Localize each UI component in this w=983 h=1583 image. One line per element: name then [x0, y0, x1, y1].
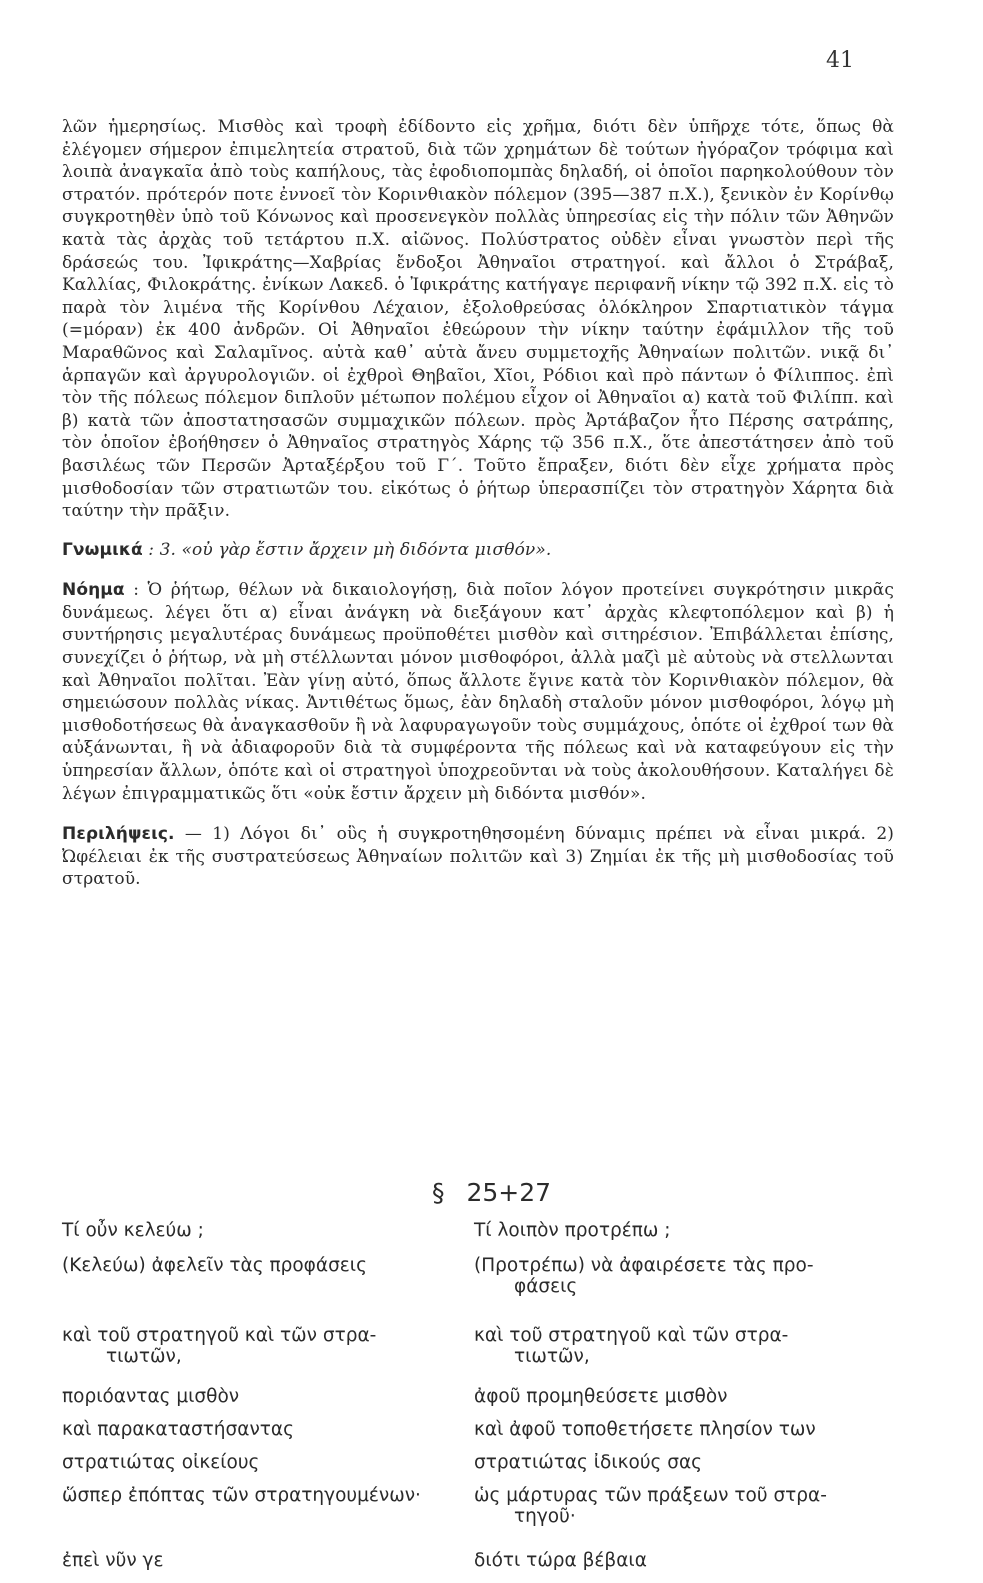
original-text: ἐπεὶ νῦν γε: [62, 1550, 164, 1571]
translated-text: στρατιώτας ἰδικούς σας: [474, 1452, 703, 1473]
section-title: [0, 1178, 983, 1207]
gnomika-text: : 3. «οὐ γὰρ ἔστιν ἄρχειν μὴ διδόντα μισθόν».: [148, 539, 552, 560]
commentary-body: [62, 116, 894, 891]
translated-text: [474, 1325, 902, 1386]
gnomika-heading: Γνωμικά: [62, 539, 143, 560]
translated-line: (Προτρέπω) νὰ ἀφαιρέσετε τὰς προ-: [474, 1255, 814, 1276]
commentary-paragraph: λῶν ἡμερησίως. Μισθὸς καὶ τροφὴ ἐδίδοντο εἰς χρῆμα, διότι δὲν ὑπῆρχε τότε, ὅπως θὰ ἐλέγομεν σήμερον ἐπιμελητεία στρατοῦ, διὰ τῶν χρημάτων δὲ τούτων ἠγόραζον τρόφιμα καὶ λοιπὰ ἀναγκαῖα ἀπὸ τοὺς καπήλους, τὰς ἐφοδιοπομπὰς δηλαδή, οἱ ὁποῖοι παρηκολούθουν τὸν στρατόν. πρότερόν ποτε ἐννοεῖ τὸν Κορινθιακὸν πόλεμον (395—387 π.Χ.), ξενικὸν ἐν Κορίνθῳ συγκροτηθὲν ὑπὸ τοῦ Κόνωνος καὶ προσενεγκὸν πολλὰς ὑπηρεσίας εἰς τὴν πόλιν τῶν Ἀθηνῶν κατὰ τὰς ἀρχὰς τοῦ τετάρτου π.Χ. αἰῶνος. Πολύστρατος οὐδὲν εἶναι γνωστὸν περὶ τῆς δράσεώς του. Ἰφικράτης—Χαβρίας ἔνδοξοι Ἀθηναῖοι στρατηγοί. καὶ ἄλλοι ὁ Στράβαξ, Καλλίας, Φιλοκράτης. ἐνίκων Λακεδ. ὁ Ἰφικράτης κατήγαγε περιφανῆ νίκην τῷ 392 π.Χ. εἰς τὸ παρὰ τὸν λιμένα τῆς Κορίνθου Λέχαιον, ἐξολοθρεύσας ὁλόκληρον Σπαρτιατικὸν τάγμα (=μόραν) ἐκ 400 ἀνδρῶν. Οἱ Ἀθηναῖοι ἐθεώρουν τὴν νίκην ταύτην ἐφάμιλλον τῆς τοῦ Μαραθῶνος καὶ Σαλαμῖνος. αὐτὰ καθ᾿ αὑτὰ ἄνευ συμμετοχῆς Ἀθηναίων πολιτῶν. νικᾷ δι᾿ ἁρπαγῶν καὶ ἀργυρολογιῶν. οἱ ἐχθροὶ Θηβαῖοι, Χῖοι, Ρόδιοι καὶ πρὸ πάντων ὁ Φίλιππος. ἐπὶ τὸν τῆς πόλεως πόλεμον διπλοῦν μέτωπον πολέμου εἶχον οἱ Ἀθηναῖοι α) κατὰ τοῦ Φιλίππ. καὶ β) κατὰ τῶν ἀποστατησασῶν συμμαχικῶν πόλεων. πρὸς Ἀρτάβαζον ἦτο Πέρσης σατράπης, τὸν ὁποῖον ἐβοήθησεν ὁ Ἀθηναῖος στρατηγὸς Χάρης τῷ 356 π.Χ., ὅτε ἀπεστάτησεν ἀπὸ τοῦ βασιλέως τῶν Περσῶν Ἀρταξέρξου τοῦ Γ΄. Τοῦτο ἔπραξεν, διότι δὲν εἶχε χρήματα πρὸς μισθοδοσίαν τῶν στρατιωτῶν του. εἰκότως ὁ ῥήτωρ ὑπερασπίζει τὸν στρατηγὸν Χάρητα διὰ ταύτην τὴν πρᾶξιν.: [62, 117, 894, 522]
original-text: [62, 1325, 474, 1386]
translation-row: [62, 1452, 902, 1485]
translated-text: καὶ ἀφοῦ τοποθετήσετε πλησίον των: [474, 1419, 816, 1440]
translation-row: [62, 1386, 902, 1419]
translated-text: διότι τώρα βέβαια: [474, 1550, 647, 1571]
perilipseis-text: — 1) Λόγοι δι᾿ οὓς ἡ συγκροτηθησομένη δύναμις πρέπει νὰ εἶναι μικρά. 2) Ὠφέλειαι ἐκ τῆς συστρατεύσεως Ἀθηναίων πολιτῶν καὶ 3) Ζημίαι ἐκ τῆς μὴ μισθοδοσίας τοῦ στρατοῦ.: [62, 824, 894, 890]
translated-text: ἀφοῦ προμηθεύσετε μισθὸν: [474, 1386, 728, 1407]
original-line: καὶ τοῦ στρατηγοῦ καὶ τῶν στρα-: [62, 1325, 377, 1346]
original-text: ποριόαντας μισθὸν: [62, 1386, 240, 1407]
original-text: καὶ παρακαταστήσαντας: [62, 1419, 294, 1440]
translated-line-continuation: τιωτῶν,: [514, 1346, 590, 1367]
translation-row: [62, 1419, 902, 1452]
gnomika-section: [62, 539, 894, 562]
translation-row: [62, 1325, 902, 1386]
original-text: (Κελεύω) ἀφελεῖν τὰς προφάσεις: [62, 1255, 367, 1276]
original-line-continuation: τιωτῶν,: [106, 1346, 182, 1367]
translated-line-continuation: τηγοῦ·: [514, 1506, 576, 1527]
translated-text: Τί λοιπὸν προτρέπω ;: [474, 1220, 671, 1241]
translation-table: [62, 1220, 902, 1583]
translated-text: [474, 1255, 902, 1325]
translation-row: [62, 1485, 902, 1550]
page-number: 41: [826, 48, 854, 73]
original-text: ὥσπερ ἐπόπτας τῶν στρατηγουμένων·: [62, 1485, 421, 1506]
translated-line: καὶ τοῦ στρατηγοῦ καὶ τῶν στρα-: [474, 1325, 789, 1346]
translation-row: [62, 1550, 902, 1583]
translated-line-continuation: φάσεις: [514, 1276, 578, 1297]
perilipseis-heading: Περιλήψεις.: [62, 824, 175, 845]
perilipseis-section: [62, 823, 894, 891]
original-text: στρατιώτας οἰκείους: [62, 1452, 260, 1473]
translation-row: [62, 1255, 902, 1325]
section-sign: §: [431, 1178, 445, 1207]
noima-section: [62, 579, 894, 805]
translated-line: ὡς μάρτυρας τῶν πράξεων τοῦ στρα-: [474, 1485, 827, 1506]
noima-heading: Νόημα: [62, 580, 125, 601]
original-text: Τί οὖν κελεύω ;: [62, 1220, 204, 1241]
noima-text: : Ὁ ῥήτωρ, θέλων νὰ δικαιολογήσῃ, διὰ ποῖον λόγον προτείνει συγκρότησιν μικρᾶς δυνάμεως. λέγει ὅτι α) εἶναι ἀνάγκη νὰ διεξάγουν κατ᾿ ἀρχὰς κλεφτοπόλεμον καὶ β) ἡ συντήρησις μεγαλυτέρας δυνάμεως προϋποθέτει μισθὸν καὶ σιτηρέσιον. Ἐπιβάλλεται ἐπίσης, συνεχίζει ὁ ῥήτωρ, νὰ μὴ στέλλωνται μόνον μισθοφόροι, ἀλλὰ μαζὶ μὲ αὐτοὺς νὰ στελλωνται καὶ Ἀθηναῖοι πολῖται. Ἐὰν γίνῃ αὐτό, ὅπως ἄλλοτε ἔγινε κατὰ τὸν Κορινθιακὸν πόλεμον, θὰ σημειώσουν πολλὰς νίκας. Ἀντιθέτως ὅμως, ἐὰν δηλαδὴ σταλοῦν μόνον μισθοφόροι, λόγῳ μὴ μισθοδοτήσεως θὰ ἀναγκασθοῦν ἢ νὰ λαφυραγωγοῦν τοὺς συμμάχους, ὁπότε οἱ ἐχθροί των θὰ αὐξάνωνται, ἢ νὰ ἀδιαφοροῦν διὰ τὰ συμφέροντα τῆς πόλεως καὶ νὰ καταφεύγουν εἰς τὴν ὑπηρεσίαν ἄλλων, ὁπότε καὶ οἱ στρατηγοὶ ὑποχρεοῦνται νὰ τοὺς ἀκολουθήσουν. Καταλήγει δὲ λέγων ἐπιγραμματικῶς ὅτι «οὐκ ἔστιν ἄρχειν μὴ διδόντα μισθόν».: [62, 580, 894, 804]
translated-text: [474, 1485, 902, 1550]
section-number: 25+27: [466, 1178, 552, 1207]
translation-row: [62, 1220, 902, 1255]
